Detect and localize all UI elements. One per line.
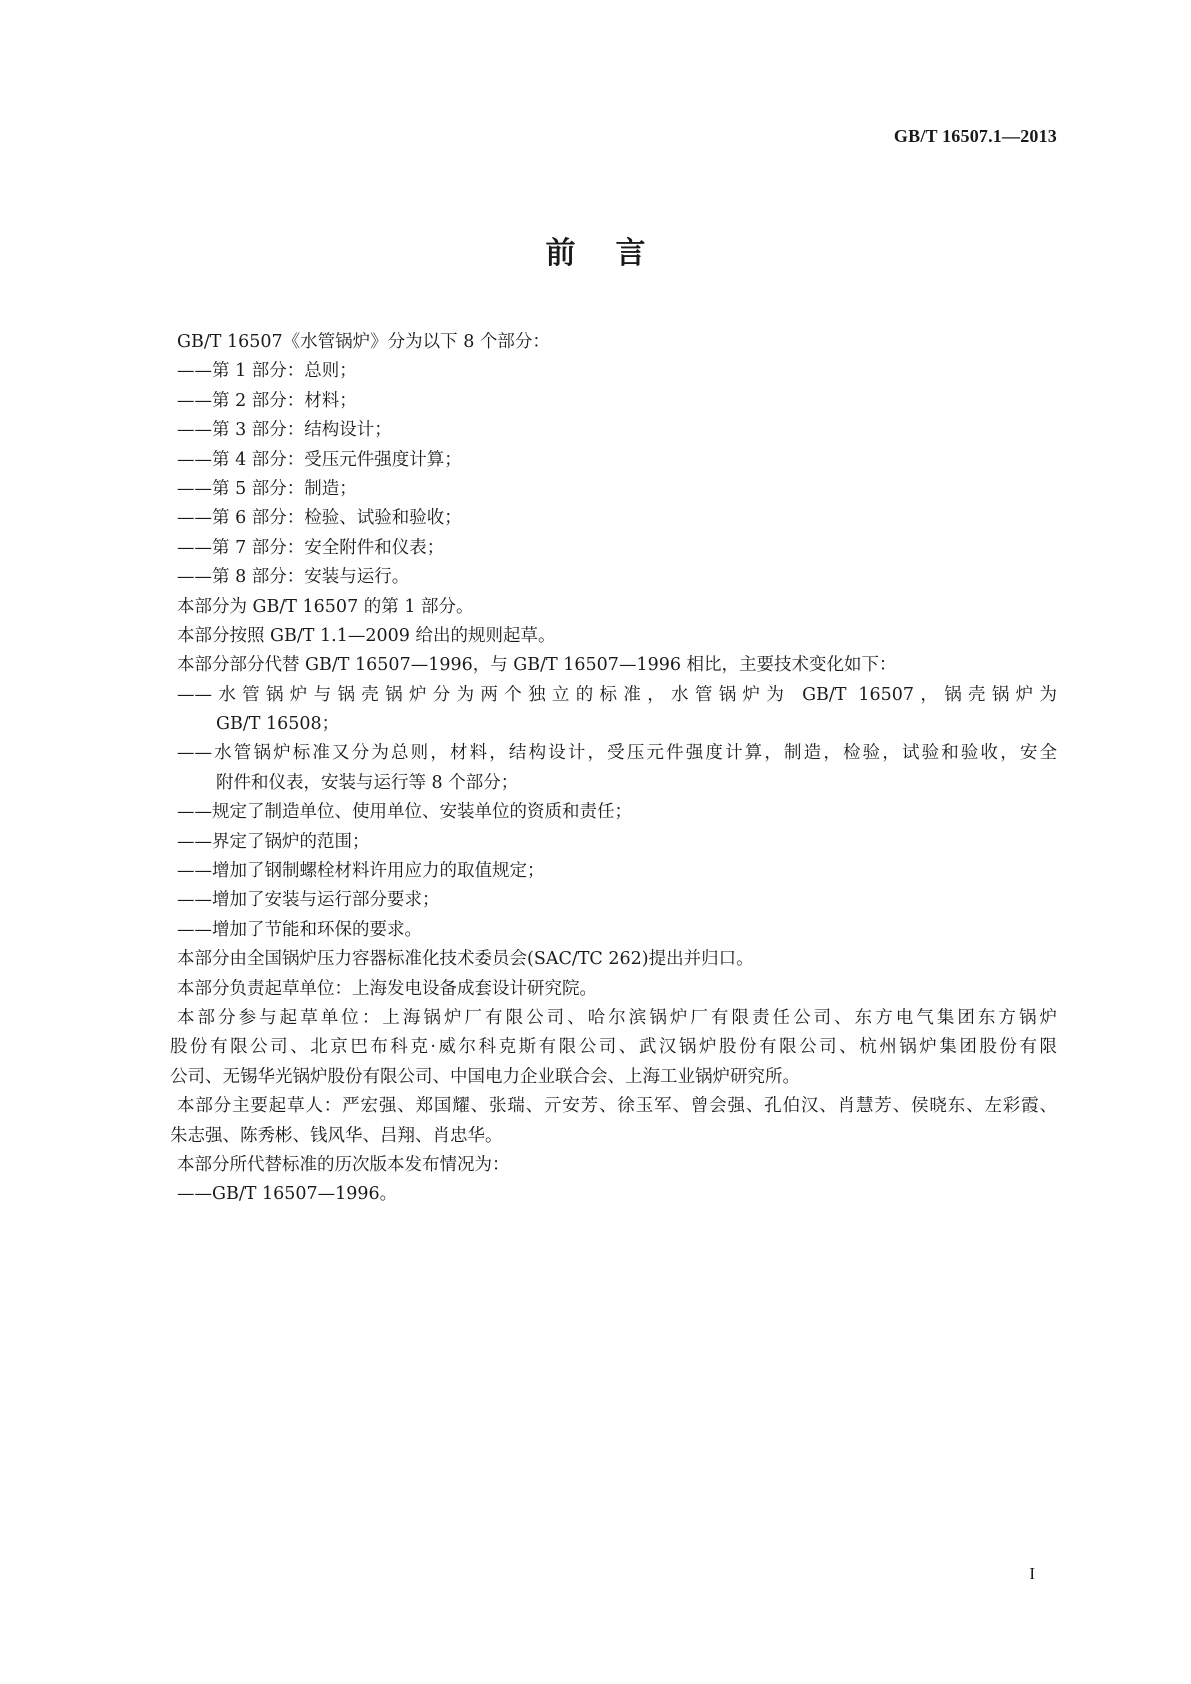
text-line: 本部分部分代替 GB/T 16507—1996，与 GB/T 16507—1996 相比，主要技术变化如下：	[177, 655, 897, 676]
list-item: ——水管锅炉与锅壳锅炉分为两个独立的标准，水管锅炉为 GB/T 16507，锅壳锅炉为	[177, 684, 1057, 705]
list-item: ——第 2 部分：材料；	[177, 390, 357, 411]
text-line: 本部分负责起草单位：上海发电设备成套设计研究院。	[177, 978, 597, 999]
standard-code: GB/T 16507.1—2013	[893, 126, 1057, 146]
list-item-continuation: 附件和仪表，安装与运行等 8 个部分；	[216, 772, 519, 793]
text-line-continuation: 朱志强、陈秀彬、钱风华、吕翔、肖忠华。	[170, 1125, 503, 1146]
list-item: ——第 1 部分：总则；	[177, 361, 357, 382]
list-item: ——GB/T 16507—1996。	[177, 1184, 398, 1205]
text-line-continuation: 公司、无锡华光锅炉股份有限公司、中国电力企业联合会、上海工业锅炉研究所。	[170, 1066, 800, 1087]
list-item: ——规定了制造单位、使用单位、安装单位的资质和责任；	[177, 802, 632, 823]
text-line-continuation: 股份有限公司、北京巴布科克·威尔科克斯有限公司、武汉锅炉股份有限公司、杭州锅炉集团股份有限	[170, 1037, 1057, 1058]
text-line: 本部分为 GB/T 16507 的第 1 部分。	[177, 596, 474, 617]
page-title: 前言	[545, 236, 686, 271]
list-item-continuation: GB/T 16508；	[216, 714, 340, 735]
page-number: I	[1029, 1564, 1035, 1583]
text-line: 本部分参与起草单位：上海锅炉厂有限公司、哈尔滨锅炉厂有限责任公司、东方电气集团东方锅炉	[177, 1007, 1057, 1028]
list-item: ——第 6 部分：检验、试验和验收；	[177, 508, 462, 529]
list-item: ——水管锅炉标准又分为总则，材料，结构设计，受压元件强度计算，制造，检验，试验和验收，安全	[177, 743, 1057, 764]
list-item: ——增加了钢制螺栓材料许用应力的取值规定；	[177, 861, 545, 882]
list-item: ——第 8 部分：安装与运行。	[177, 567, 410, 588]
list-item: ——界定了锅炉的范围；	[177, 831, 370, 852]
foreword-body	[170, 328, 1057, 1210]
list-item: ——第 4 部分：受压元件强度计算；	[177, 449, 462, 470]
text-line: GB/T 16507《水管锅炉》分为以下 8 个部分：	[177, 332, 550, 352]
list-item: ——第 7 部分：安全附件和仪表；	[177, 537, 445, 558]
list-item: ——第 3 部分：结构设计；	[177, 420, 392, 441]
text-line: 本部分由全国锅炉压力容器标准化技术委员会(SAC/TC 262)提出并归口。	[177, 949, 754, 970]
list-item: ——增加了安装与运行部分要求；	[177, 890, 440, 911]
text-line: 本部分主要起草人：严宏强、郑国耀、张瑞、亓安芳、徐玉军、曾会强、孔伯汉、肖慧芳、侯晓东、左彩霞、	[177, 1096, 1057, 1117]
list-item: ——增加了节能和环保的要求。	[177, 919, 422, 940]
text-line: 本部分按照 GB/T 1.1—2009 给出的规则起草。	[177, 625, 556, 646]
text-line: 本部分所代替标准的历次版本发布情况为：	[177, 1154, 510, 1175]
list-item: ——第 5 部分：制造；	[177, 478, 357, 499]
